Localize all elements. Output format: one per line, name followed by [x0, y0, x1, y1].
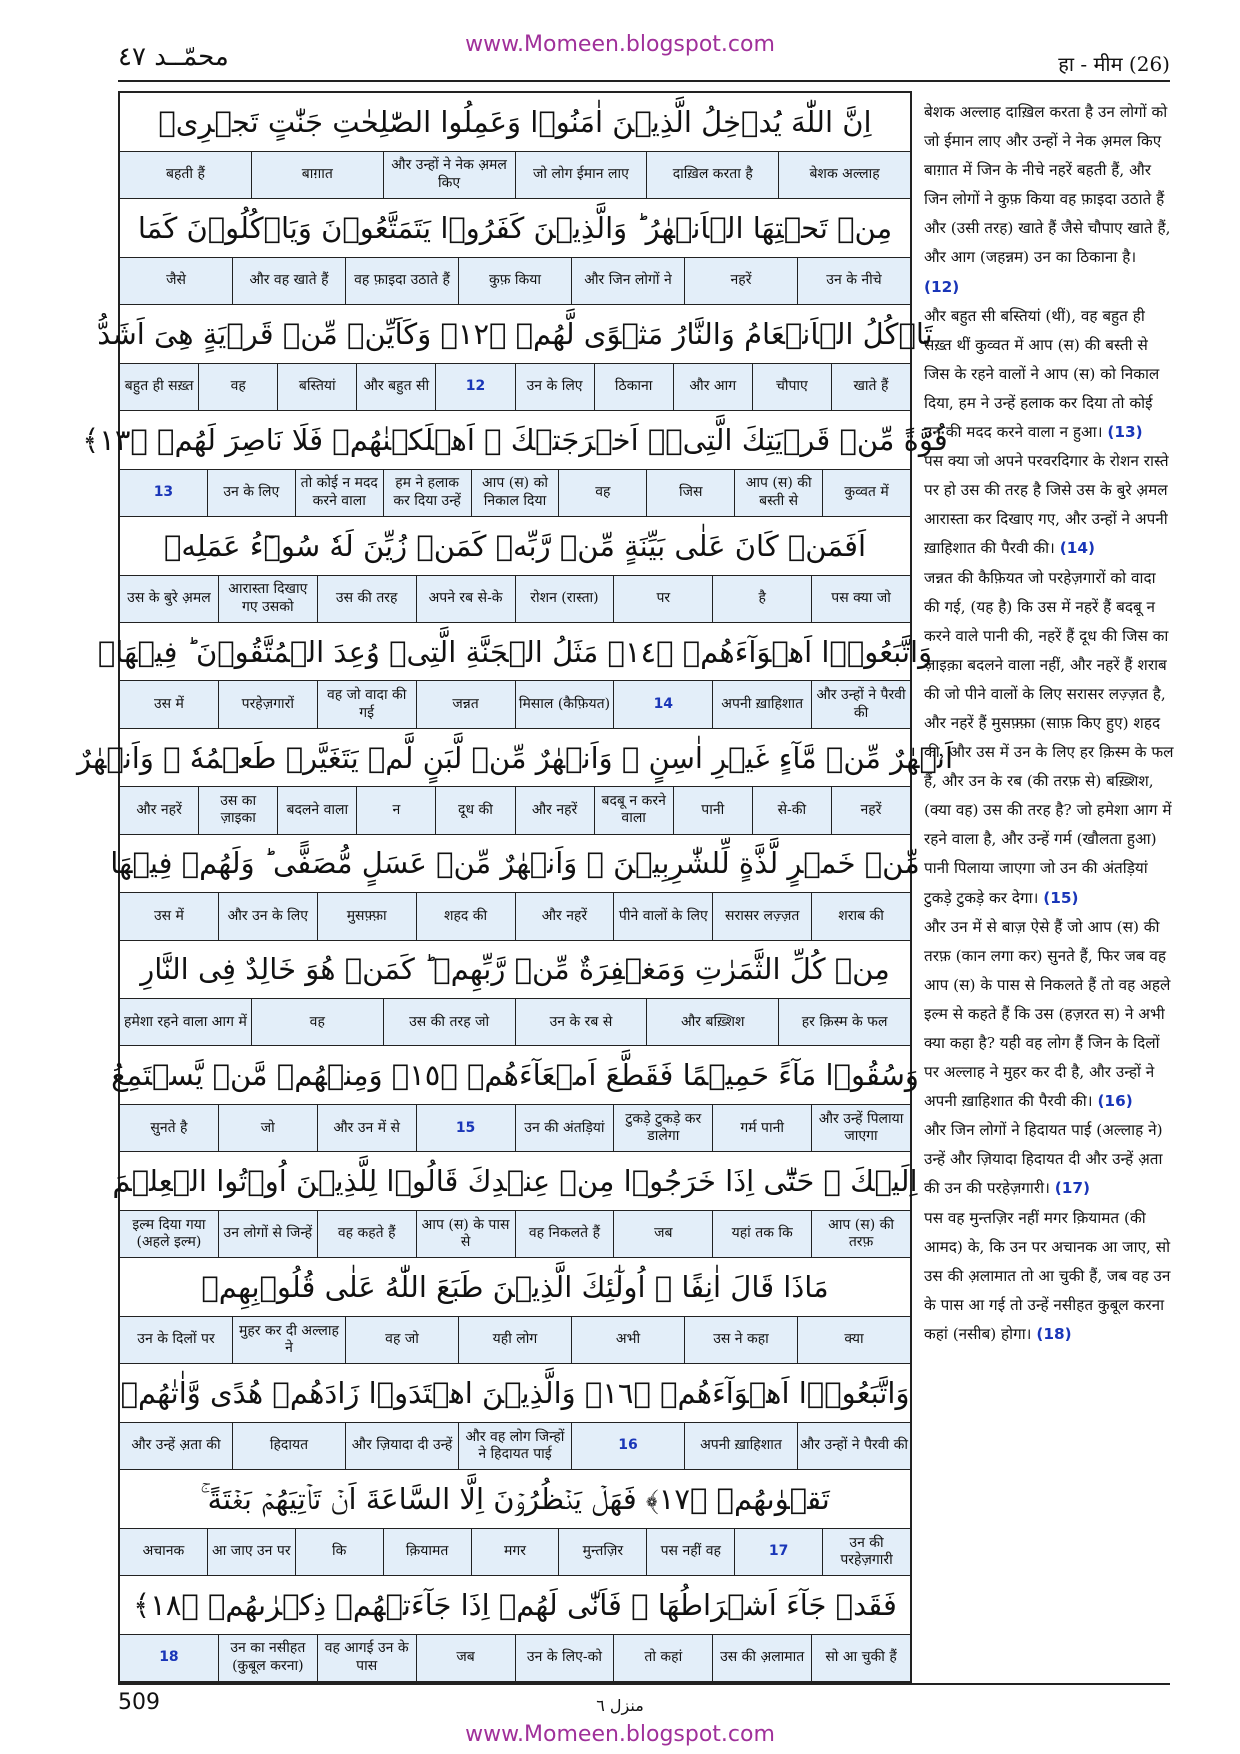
word-meaning-cell: मुसफ़्फ़ा: [317, 893, 416, 939]
word-meaning-row: [120, 1104, 910, 1151]
translation-paragraph: [924, 98, 1174, 302]
word-meaning-cell: और नहरें: [136, 801, 182, 818]
word-meaning-row: [120, 257, 910, 304]
verse-block: [120, 1364, 910, 1470]
word-meaning-cell: उस की अ़लामात: [712, 1635, 811, 1681]
word-meaning-cell: शहद की: [416, 893, 515, 939]
word-meaning-row: [120, 1422, 910, 1469]
word-meaning-cell: आप (स) की बस्ती से: [734, 470, 822, 516]
word-meaning-cell: अपने रब से-के: [416, 576, 515, 622]
word-meaning-cell: सो आ चुकी हैं: [811, 1635, 910, 1681]
word-meaning-row: [120, 151, 910, 198]
word-meaning-cell: और उन्हें पिलाया जाएगा: [811, 1105, 910, 1151]
translation-paragraph: [924, 1204, 1174, 1349]
translation-paragraph: [924, 913, 1174, 1117]
manzil-label: منزل ٦: [596, 1696, 644, 1715]
header-rule: [118, 80, 1170, 82]
word-meaning-cell: और उन में से: [317, 1105, 416, 1151]
word-meaning-cell: जैसे: [166, 272, 186, 289]
word-meaning-row: [120, 680, 910, 727]
word-meaning-cell: यही लोग: [458, 1317, 571, 1363]
word-meaning-cell: रोशन (रास्ता): [515, 576, 614, 622]
word-meaning-cell: उन का नसीहत (कुबूल करना): [218, 1635, 317, 1681]
arabic-line: مَاذَا قَالَ اٰنِفًا ۗ اُولٰٓئِكَ الَّذِيۡنَ طَبَعَ اللّٰهُ عَلٰى قُلُوۡبِهِمۡ: [201, 1270, 829, 1305]
word-meaning-cell: हिदायत: [232, 1423, 345, 1469]
word-meaning-cell: बहती हैं: [165, 166, 205, 183]
word-meaning-cell: यहां तक कि: [712, 1211, 811, 1257]
verse-number: (15): [1043, 888, 1079, 907]
translation-text: जन्नत की कैफ़ियत जो परहेज़गारों को वादा की गई, (यह है) कि उस में नहरें हैं बदबू न करने वाले पानी की, नहरें हैं दूध की जिस का ज़ाइक़ा बदलने वाला नहीं, और नहरें हैं शराब की जो पीने वालों के लिए सरासर लज़्ज़त है, और नहरें हैं मुसफ़्फ़ा (साफ़ किए हुए) शहद की, और उस में उन के लिए हर क़िस्म के फल हैं, और उन के रब (की तरफ़ से) बख़्शिश, (क्या वह) उस की तरह है? जो हमेशा आग में रहने वाला है, और उन्हें गर्म (खौलता हुआ) पानी पिलाया जाएगा जो उन की अंतड़ियां टुकड़े टुकड़े कर देगा।: [924, 568, 1174, 907]
word-meaning-cell: न: [356, 787, 435, 833]
arabic-line: اِلَيۡكَ ۚ حَتّٰٓى اِذَا خَرَجُوۡا مِنۡ عِنۡدِكَ قَالُوۡا لِلَّذِيۡنَ اُوۡتُوا الۡعِلۡمَ: [112, 1164, 918, 1199]
word-meaning-cell: और नहरें: [515, 893, 614, 939]
translation-text: और बहुत सी बस्तियां (थीं), वह बहुत ही सख़्त थीं कुव्वत में आप (स) की बस्ती से जिस के रहने वालों ने आप (स) को निकाल दिया, हम ने उन्हें हलाक कर दिया तो कोई उन की मदद करने वाला न हुआ।: [924, 306, 1160, 442]
word-meaning-cell: गर्म पानी: [712, 1105, 811, 1151]
word-meaning-cell: जिस: [646, 470, 734, 516]
juz-title: हा - मीम (26): [1058, 52, 1170, 76]
word-meaning-row: [120, 1316, 910, 1363]
word-meaning-cell: उन के दिलों पर: [137, 1331, 215, 1348]
verse-block: [111, 1046, 919, 1152]
word-meaning-cell: खाते हैं: [831, 364, 910, 410]
word-meaning-cell: सरासर लज़्ज़त: [712, 893, 811, 939]
word-meaning-row: [120, 575, 910, 622]
word-meaning-cell: बाग़ात: [251, 152, 383, 198]
word-meaning-cell: कुव्वत में: [822, 470, 910, 516]
verse-block: [120, 941, 910, 1047]
word-meaning-cell: तो कहां: [613, 1635, 712, 1681]
surah-title: محمّــد ٤٧: [118, 42, 229, 72]
word-meaning-cell: और उन्हों ने नेक अ़मल किए: [383, 152, 515, 198]
word-meaning-cell: उस की तरह: [317, 576, 416, 622]
word-meaning-cell: और जिन लोगों ने: [571, 258, 684, 304]
verse-block: [97, 305, 933, 411]
word-meaning-cell: बस्तियां: [277, 364, 356, 410]
footer-rule: [118, 1683, 1170, 1685]
translation-text: पस क्या जो अपने परवरदिगार के रोशन रास्ते पर हो उस की तरह है जिसे उस के बुरे अ़मल आरास्ता कर दिखाए गए, और उन्हों ने अपनी ख़ाहिशात की पैरवी की।: [924, 452, 1169, 558]
verse-number-cell: 13: [153, 483, 174, 500]
verse-number: (16): [1097, 1092, 1133, 1111]
translation-text: बेशक अल्लाह दाख़िल करता है उन लोगों को जो ईमान लाए और उन्हों ने नेक अ़मल किए बाग़ात में जिन के नीचे नहरें बहती हैं, और जिन लोगों ने कुफ़ किया वह फ़ाइदा उठाते हैं और (उसी तरह) खाते हैं जैसे चौपाए खाते हैं, और आग (जहन्नम) उन का ठिकाना है।: [924, 103, 1171, 267]
word-meaning-cell: से-की: [752, 787, 831, 833]
word-meaning-cell: उन के नीचे: [797, 258, 910, 304]
word-meaning-row: [120, 1210, 910, 1257]
word-meaning-row: [120, 786, 910, 833]
verse-block: [120, 1576, 910, 1681]
word-meaning-cell: परहेज़गारों: [218, 681, 317, 727]
arabic-line: وَسُقُوۡا مَآءً حَمِيۡمًا فَقَطَّعَ اَمۡعَآءَهُمۡ ﴿١٥﴾ وَمِنۡهُمۡ مَّنۡ يَّسۡتَمِعُ: [111, 1058, 919, 1093]
word-meaning-cell: टुकड़े टुकड़े कर डालेगा: [613, 1105, 712, 1151]
word-meaning-cell: वह: [558, 470, 646, 516]
word-meaning-cell: ठिकाना: [594, 364, 673, 410]
arabic-line: وَاتَّبَعُوۡۤا اَهۡوَآءَهُمۡ ﴿١٤﴾ مَثَلُ الۡجَنَّةِ الَّتِىۡ وُعِدَ الۡمُتَّقُوۡنَ ؕ فِيۡهَاۤ: [97, 634, 933, 669]
verse-block: [120, 199, 910, 305]
translation-paragraph: [924, 1116, 1174, 1203]
word-meaning-cell: सुनते है: [150, 1119, 188, 1136]
verse-number-cell: 16: [571, 1423, 684, 1469]
word-by-word-panel: [76, 91, 954, 1683]
word-meaning-cell: आप (स) की तरफ़: [811, 1211, 910, 1257]
word-meaning-cell: उस में: [153, 907, 184, 924]
word-meaning-cell: उन लोगों से जिन्हें: [218, 1211, 317, 1257]
verse-block: [82, 411, 948, 517]
word-meaning-cell: वह निकलते हैं: [515, 1211, 614, 1257]
arabic-line: مِنۡ كُلِّ الثَّمَرٰتِ وَمَغۡفِرَةٌ مِّنۡ رَّبِّهِمۡ ؕ كَمَنۡ هُوَ خَالِدٌ فِى النَّارِ: [140, 952, 890, 987]
site-url-top[interactable]: www.Momeen.blogspot.com: [465, 32, 775, 57]
word-meaning-cell: बेशक अल्लाह: [778, 152, 910, 198]
word-meaning-cell: जो लोग ईमान लाए: [515, 152, 647, 198]
word-meaning-cell: तो कोई न मदद करने वाला: [295, 470, 383, 516]
word-meaning-cell: उन की परहेज़गारी: [822, 1529, 910, 1575]
arabic-line: اَنۡهٰرٌ مِّنۡ مَّآءٍ غَيۡرِ اٰسِنٍ ۚ وَاَنۡهٰرٌ مِّنۡ لَّبَنٍ لَّمۡ يَتَغَيَّرۡ طَعۡمُهٗ ۚ وَاَنۡهٰرٌ: [76, 740, 954, 775]
translation-paragraph: [924, 302, 1174, 447]
arabic-line: تَقۡوٰٮهُمۡ ﴿١٧﴾ فَهَلۡ يَنۡظُرُوۡنَ اِلَّا السَّاعَةَ اَنۡ تَاۡتِيَهُمۡ بَغۡتَةً ۚ: [200, 1481, 830, 1516]
word-meaning-cell: अचानक: [142, 1543, 185, 1560]
word-meaning-cell: मिसाल (कैफ़ियत): [515, 681, 614, 727]
verse-number: (13): [1107, 423, 1143, 442]
translation-text: और उन में से बाज़ ऐसे हैं जो आप (स) की तरफ़ (कान लगा कर) सुनते हैं, फिर जब वह आप (स) के पास से निकलते हैं तो वह अहले इल्म से कहते हैं कि उस (हज़रत स) ने अभी क्या कहा है? यही वह लोग हैं जिन के दिलों पर अल्लाह ने मुहर कर दी है, और उन्हों ने अपनी ख़ाहिशात की पैरवी की।: [924, 917, 1171, 1111]
verse-block: [76, 729, 954, 835]
word-meaning-cell: शराब की: [811, 893, 910, 939]
word-meaning-cell: हम ने हलाक कर दिया उन्हें: [383, 470, 471, 516]
word-meaning-cell: जन्नत: [416, 681, 515, 727]
word-meaning-cell: और बहुत सी: [356, 364, 435, 410]
translation-panel: [924, 98, 1174, 1349]
word-meaning-cell: पस नहीं वह: [646, 1529, 734, 1575]
arabic-line: اِنَّ اللّٰهَ يُدۡخِلُ الَّذِيۡنَ اٰمَنُوۡا وَعَمِلُوا الصّٰلِحٰتِ جَنّٰتٍ تَجۡرِىۡ: [158, 104, 872, 139]
word-meaning-cell: अपनी ख़ाहिशात: [684, 1423, 797, 1469]
translation-text: पस वह मुन्तज़िर नहीं मगर क़ियामत (की आमद) के, कि उन पर अचानक आ जाए, सो उस की अ़लामात तो आ चुकी हैं, जब वह उन के पास आ गई तो उन्हें नसीहत कुबूल करना कहां (नसीब) होगा।: [924, 1208, 1171, 1343]
word-meaning-cell: है: [712, 576, 811, 622]
word-meaning-cell: और वह लोग जिन्हों ने हिदायत पाई: [458, 1423, 571, 1469]
page-number: 509: [118, 1690, 160, 1715]
translation-paragraph: [924, 447, 1174, 563]
word-meaning-cell: उस का ज़ाइका: [198, 787, 277, 833]
verse-number-cell: 17: [734, 1529, 822, 1575]
word-meaning-cell: उन की अंतड़ियां: [515, 1105, 614, 1151]
word-meaning-cell: और उन के लिए: [218, 893, 317, 939]
word-meaning-cell: पीने वालों के लिए: [613, 893, 712, 939]
arabic-line: فَقَدۡ جَآءَ اَشۡرَاطُهَا ۚ فَاَنّٰى لَهُمۡ اِذَا جَآءَتۡهُمۡ ذِكۡرٰٮهُمۡ ﴿١٨﴾: [133, 1588, 897, 1622]
word-meaning-cell: मुहर कर दी अल्लाह ने: [232, 1317, 345, 1363]
word-meaning-cell: बहुत ही सख़्त: [124, 377, 194, 394]
arabic-line: وَاتَّبَعُوۡۤا اَهۡوَآءَهُمۡ ﴿١٦﴾ وَالَّذِيۡنَ اهۡتَدَوۡا زَادَهُمۡ هُدًى وَّاٰتٰهُمۡ: [120, 1376, 910, 1411]
word-meaning-cell: वह आगई उन के पास: [317, 1635, 416, 1681]
arabic-line: تَاۡكُلُ الۡاَنۡعَامُ وَالنَّارُ مَثۡوًى لَّهُمۡ ﴿١٢﴾ وَكَاَيِّنۡ مِّنۡ قَرۡيَةٍ هِىَ اَشَدُّ: [97, 316, 933, 351]
word-meaning-cell: और आग: [673, 364, 752, 410]
word-meaning-cell: आप (स) के पास से: [416, 1211, 515, 1257]
word-meaning-cell: पानी: [673, 787, 752, 833]
translation-text: और जिन लोगों ने हिदायत पाई (अल्लाह ने) उन्हें और ज़ियादा हिदायत दी और उन्हें अ़ता की उन की परहेज़गारी।: [924, 1121, 1163, 1198]
word-meaning-cell: आरास्ता दिखाए गए उसको: [218, 576, 317, 622]
word-meaning-cell: दूध की: [435, 787, 514, 833]
verse-number: (17): [1054, 1179, 1091, 1198]
word-meaning-cell: उन के रब से: [515, 999, 647, 1045]
word-meaning-cell: उस की तरह जो: [383, 999, 515, 1045]
word-meaning-cell: नहरें: [684, 258, 797, 304]
verse-number: (14): [1059, 539, 1096, 558]
word-meaning-row: [120, 1634, 910, 1681]
word-meaning-cell: जो: [218, 1105, 317, 1151]
arabic-line: مِنۡ تَحۡتِهَا الۡاَنۡهٰرُ ؕ وَالَّذِيۡنَ كَفَرُوۡا يَتَمَتَّعُوۡنَ وَيَاۡكُلُوۡنَ كَمَا: [137, 210, 893, 245]
word-meaning-cell: अभी: [571, 1317, 684, 1363]
word-meaning-cell: वह जो वादा की गई: [317, 681, 416, 727]
word-meaning-cell: उन के लिए-को: [515, 1635, 614, 1681]
word-meaning-cell: क्या: [797, 1317, 910, 1363]
word-meaning-cell: कि: [295, 1529, 383, 1575]
word-meaning-cell: उन के लिए: [207, 470, 295, 516]
word-meaning-cell: और नहरें: [515, 787, 594, 833]
word-meaning-cell: नहरें: [831, 787, 910, 833]
verse-block: [110, 835, 920, 941]
site-url-bottom[interactable]: www.Momeen.blogspot.com: [465, 1722, 775, 1747]
verse-number-cell: 12: [435, 364, 514, 410]
word-meaning-cell: और उन्हें अ़ता की: [131, 1437, 221, 1454]
word-meaning-cell: बदबू न करने वाला: [594, 787, 673, 833]
word-meaning-cell: हर क़िस्म के फल: [778, 999, 910, 1045]
word-meaning-cell: जब: [613, 1211, 712, 1257]
verse-block: [120, 1258, 910, 1364]
word-meaning-cell: मगर: [471, 1529, 559, 1575]
word-meaning-cell: वह: [251, 999, 383, 1045]
word-meaning-cell: हमेशा रहने वाला आग में: [124, 1013, 247, 1030]
verse-number-cell: 14: [613, 681, 712, 727]
word-meaning-cell: अपनी ख़ाहिशात: [712, 681, 811, 727]
word-meaning-row: [120, 892, 910, 939]
verse-block: [112, 1152, 918, 1258]
arabic-line: اَفَمَنۡ كَانَ عَلٰى بَيِّنَةٍ مِّنۡ رَّبِّهٖ كَمَنۡ زُيِّنَ لَهٗ سُوۡٓءُ عَمَلِهٖ: [163, 528, 867, 563]
word-meaning-cell: और वह खाते हैं: [232, 258, 345, 304]
word-meaning-cell: जब: [416, 1635, 515, 1681]
word-meaning-cell: और ज़ियादा दी उन्हें: [345, 1423, 458, 1469]
verse-block: [97, 623, 933, 729]
translation-paragraph: [924, 564, 1174, 913]
word-meaning-cell: वह कहते हैं: [317, 1211, 416, 1257]
verse-number: (12): [924, 277, 960, 296]
word-meaning-cell: आप (स) को निकाल दिया: [471, 470, 559, 516]
word-meaning-row: [120, 469, 910, 516]
word-meaning-cell: बदलने वाला: [277, 787, 356, 833]
word-meaning-row: [120, 1528, 910, 1575]
word-meaning-cell: वह फ़ाइदा उठाते हैं: [345, 258, 458, 304]
word-meaning-cell: आ जाए उन पर: [207, 1529, 295, 1575]
word-meaning-cell: उन के लिए: [515, 364, 594, 410]
word-meaning-cell: पस क्या जो: [811, 576, 910, 622]
verse-number-cell: 18: [159, 1649, 179, 1666]
word-meaning-cell: और बख़्शिश: [646, 999, 778, 1045]
verse-block: [120, 1470, 910, 1576]
word-meaning-cell: और उन्हों ने पैरवी की: [811, 681, 910, 727]
word-meaning-cell: पर: [613, 576, 712, 622]
verse-number: (18): [1036, 1324, 1072, 1343]
word-meaning-cell: वह: [198, 364, 277, 410]
verse-block: [120, 93, 910, 199]
word-meaning-cell: चौपाए: [752, 364, 831, 410]
word-meaning-cell: क़ियामत: [383, 1529, 471, 1575]
word-meaning-cell: वह जो: [345, 1317, 458, 1363]
word-meaning-cell: मुन्तज़िर: [558, 1529, 646, 1575]
word-meaning-row: [120, 363, 910, 410]
verse-number-cell: 15: [416, 1105, 515, 1151]
verse-block: [120, 517, 910, 623]
word-meaning-row: [120, 998, 910, 1045]
word-meaning-cell: दाख़िल करता है: [646, 152, 778, 198]
word-meaning-cell: उस में: [153, 695, 184, 712]
word-meaning-cell: उस ने कहा: [684, 1317, 797, 1363]
arabic-line: مِّنۡ خَمۡرٍ لَّذَّةٍ لِّلشّٰرِبِيۡنَ ۚ وَاَنۡهٰرٌ مِّنۡ عَسَلٍ مُّصَفًّى ؕ وَلَهُمۡ فِيۡهَا: [110, 846, 920, 881]
word-meaning-cell: इल्म दिया गया (अहले इल्म): [132, 1216, 206, 1251]
word-meaning-cell: और उन्हों ने पैरवी की: [797, 1423, 910, 1469]
arabic-line: قُوَّةً مِّنۡ قَرۡيَتِكَ الَّتِىۡۤ اَخۡرَجَتۡكَ ۚ اَهۡلَكۡنٰهُمۡ فَلَا نَاصِرَ لَهُمۡ ﴿١٣﴾: [82, 422, 948, 457]
word-meaning-cell: उस के बुरे अ़मल: [127, 589, 211, 606]
word-meaning-cell: कुफ़ किया: [458, 258, 571, 304]
